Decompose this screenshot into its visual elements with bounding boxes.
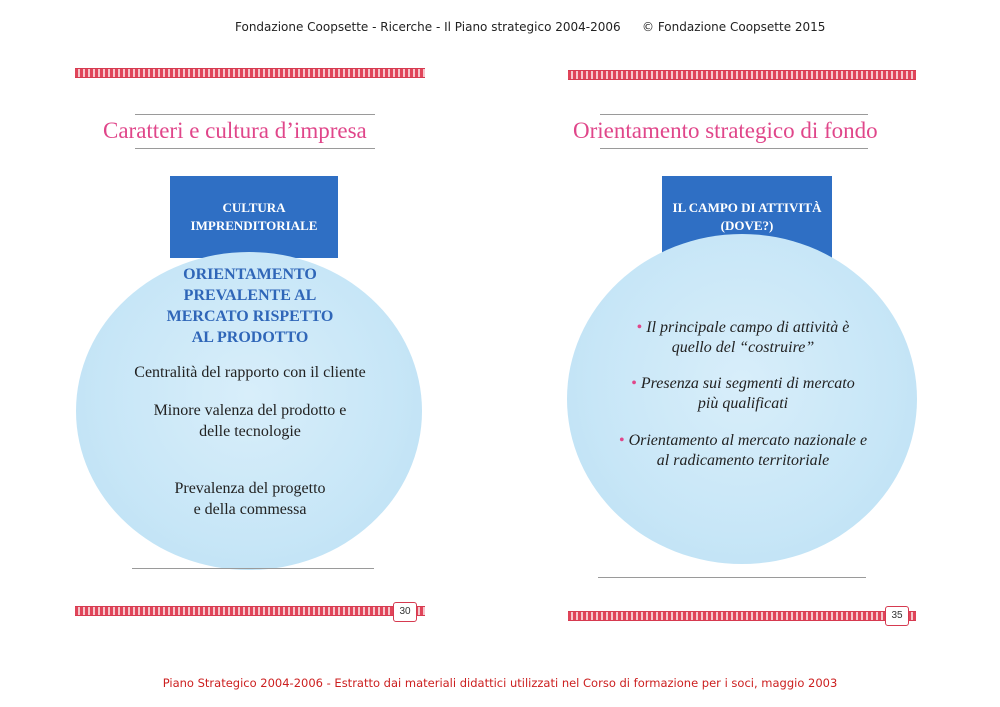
bullet-item-1 [585,318,901,358]
bullet-item-2 [585,374,901,414]
item-2-line-2: delle tecnologie [199,423,301,440]
item-3-line-1: Prevalenza del progetto [174,480,326,497]
bullet-2-line-1: Presenza sui segmenti di mercato [640,375,855,392]
emph-line-2: PREVALENTE AL [183,287,317,304]
header-right-text: © Fondazione Coopsette 2015 [642,20,826,34]
bullet-3-line-1: Orientamento al mercato nazionale e [628,432,868,449]
bullet-item-3 [585,431,901,471]
box-line-1: IL CAMPO DI ATTIVITÀ [672,200,822,215]
culture-box [170,176,338,258]
top-decorative-band [75,68,425,78]
bullet-dot-icon: • [636,319,643,336]
page-number-box: 35 [885,606,909,626]
emph-line-3: MERCATO RISPETTO [166,308,334,325]
item-2 [80,400,420,442]
slide-title: Caratteri e cultura d’impresa [103,118,367,143]
emph-line-1: ORIENTAMENTO [183,266,317,283]
bullet-3-line-2: al radicamento territoriale [656,452,830,469]
emph-line-4: AL PRODOTTO [191,329,309,346]
bullet-1-line-2: quello del “costruire” [671,339,815,356]
title-rule-top [600,114,868,115]
header-left-text: Fondazione Coopsette - Ricerche - Il Piano strategico 2004-2006 [235,20,621,34]
title-rule-bottom [600,148,868,149]
slide-title: Orientamento strategico di fondo [573,118,878,143]
footer-text: Piano Strategico 2004-2006 - Estratto dai materiali didattici utilizzati nel Corso di formazione per i soci, maggio 2003 [162,676,838,690]
title-rule-bottom [135,148,375,149]
box-line-2: IMPRENDITORIALE [190,218,318,233]
box-line-2: (DOVE?) [720,218,774,233]
bullet-1-line-1: Il principale campo di attività è [646,319,850,336]
bullet-2-line-2: più qualificati [697,395,789,412]
bottom-decorative-band [568,611,916,621]
emphasis-text [100,264,400,348]
page-number-box: 30 [393,602,417,622]
box-line-1: CULTURA [222,200,286,215]
bottom-rule [598,577,866,578]
item-2-line-1: Minore valenza del prodotto e [153,402,347,419]
bottom-rule [132,568,374,569]
bullet-dot-icon: • [618,432,625,449]
top-decorative-band [568,70,916,80]
bottom-decorative-band [75,606,425,616]
item-1: Centralità del rapporto con il cliente [134,364,366,381]
bullet-dot-icon: • [631,375,637,392]
item-3-line-2: e della commessa [193,501,307,518]
title-rule-top [135,114,375,115]
item-3 [80,478,420,520]
